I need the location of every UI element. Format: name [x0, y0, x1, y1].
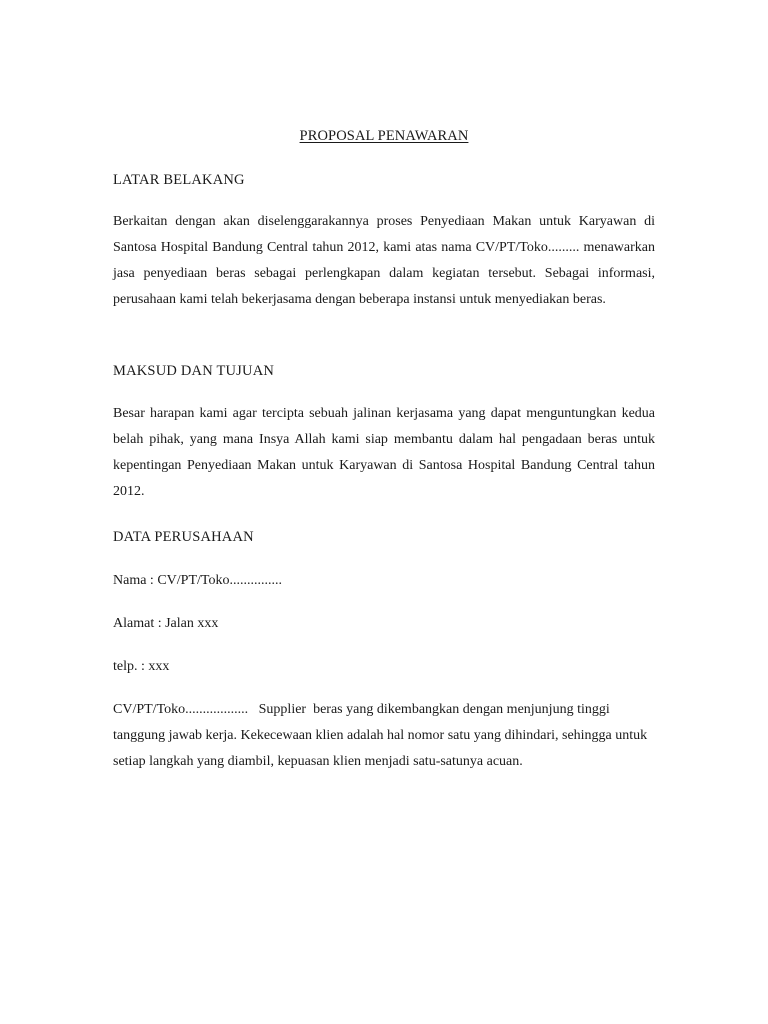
paragraph-latar-belakang: Berkaitan dengan akan diselenggarakannya proses Penyediaan Makan untuk Karyawan di Santosa Hospital Bandung Central tahun 2012, kami atas nama CV/PT/Toko......... menawarkan jasa penyediaan beras sebagai perlengkapan dalam kegiatan tersebut. Sebagai informasi, perusahaan kami telah bekerjasama dengan beberapa instansi untuk menyediakan beras.	[113, 214, 655, 307]
company-name-line: Nama : CV/PT/Toko...............	[113, 573, 282, 588]
heading-maksud-tujuan: MAKSUD DAN TUJUAN	[113, 363, 275, 379]
heading-data-perusahaan: DATA PERUSAHAAN	[113, 529, 254, 545]
paragraph-maksud-tujuan: Besar harapan kami agar tercipta sebuah jalinan kerjasama yang dapat menguntungkan kedua belah pihak, yang mana Insya Allah kami siap membantu dalam hal pengadaan beras untuk kepentingan Penyediaan Makan untuk Karyawan di Santosa Hospital Bandung Central tahun 2012.	[113, 406, 655, 499]
company-phone-line: telp. : xxx	[113, 659, 170, 674]
company-address-line: Alamat : Jalan xxx	[113, 616, 219, 631]
heading-latar-belakang: LATAR BELAKANG	[113, 172, 245, 188]
company-description: CV/PT/Toko.................. Supplier beras yang dikembangkan dengan menjunjung tinggi tanggung jawab kerja. Kekecewaan klien adalah hal nomor satu yang dihindari, sehingga untuk setiap langkah yang diambil, kepuasan klien menjadi satu-satunya acuan.	[113, 702, 651, 769]
page-title: PROPOSAL PENAWARAN	[299, 128, 469, 144]
